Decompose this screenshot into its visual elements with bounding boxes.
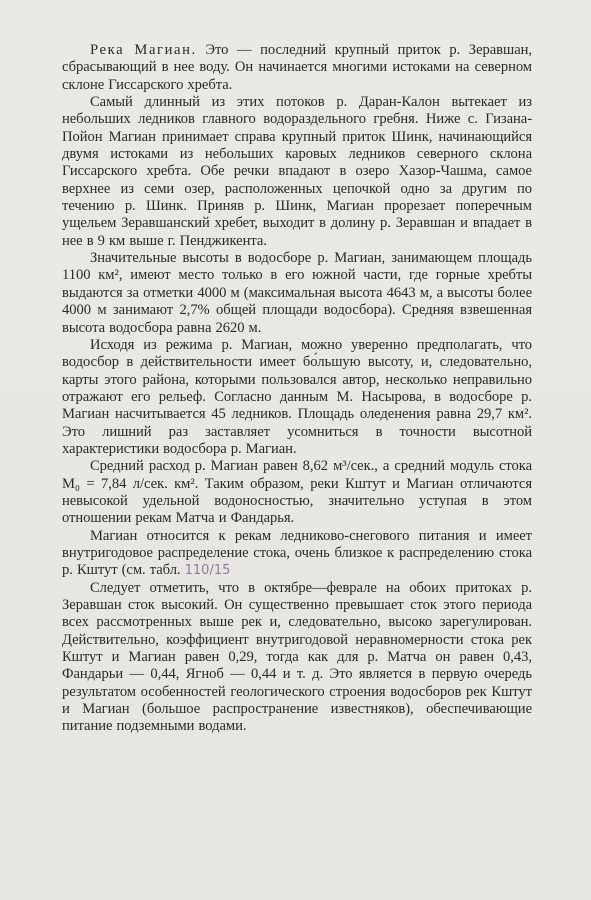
paragraph-4: Исходя из режима р. Магиан, можно уверенно предполагать, что водосбор в действительности имеет бо́льшую высоту, и, следовательно, карты этого района, которыми пользовался автор, несколько неправильно отражают его рельеф. Согласно данным М. Насырова, в водосборе р. Магиан насчитывается 45 ледников. Площадь оледенения равна 29,7 км². Это лишний раз заставляет усомниться в точности высотной характеристики водосбора р. Магиан. [62, 336, 532, 457]
body-text [62, 42, 532, 736]
paragraph-1-text: Это — последний крупный приток р. Зеравшан, сбрасывающий в нее воду. Он начинается многими истоками на северном склоне Гиссарского хребта. [62, 42, 532, 93]
paragraph-1 [62, 42, 532, 94]
river-heading: Река Магиан. [90, 42, 197, 58]
paragraph-3: Значительные высоты в водосборе р. Магиан, занимающем площадь 1100 км², имеют место только в его южной части, где горные хребты выдаются за отметки 4000 м (максимальная высота 4643 м, а высоты более 4000 м занимают 2,7% общей площади водосбора). Средняя взвешенная высота водосбора равна 2620 м. [62, 250, 532, 336]
paragraph-7: Следует отметить, что в октябре—феврале на обоих притоках р. Зеравшан сток высокий. Он существенно превышает сток этого периода всех рассмотренных выше рек и, следовательно, высоко зарегулирован. Действительно, коэффициент внутригодовой неравномерности стока рек Кштут и Магиан равен 0,29, тогда как для р. Матча он равен 0,43, Фандарьи — 0,44, Ягноб — 0,44 и т. д. Это является в первую очередь результатом особенностей геологического строения водосборов рек Кштут и Магиан (большое распространение известняков), обеспечивающие питание подземными водами. [62, 579, 532, 735]
handwritten-table-ref: 110/15 [184, 563, 231, 579]
paragraph-6 [62, 528, 532, 580]
paragraph-2: Самый длинный из этих потоков р. Даран-Калон вытекает из небольших ледников главного водораздельного гребня. Ниже с. Гизана-Пойон Магиан принимает справа крупный приток Шинк, начинающийся двумя истоками из небольших каровых ледников северного склона Гиссарского хребта. Обе речки впадают в озеро Хазор-Чашма, самое верхнее из семи озер, расположенных цепочкой одно за другим по течению р. Шинк. Приняв р. Шинк, Магиан прорезает поперечным ущельем Зеравшанский хребет, выходит в долину р. Зеравшан и впадает в нее в 9 км выше г. Пенджикента. [62, 94, 532, 249]
paragraph-6-text: Магиан относится к рекам ледниково-снегового питания и имеет внутригодовое распределение стока, очень близкое к распределению стока р. Кштут (см. табл. [62, 527, 532, 579]
paragraph-5: Средний расход р. Магиан равен 8,62 м³/сек., а средний модуль стока M₀ = 7,84 л/сек. км². Таким образом, реки Кштут и Магиан отличаются невысокой удельной водоносностью, значительно уступая в этом отношении рекам Матча и Фандарья. [62, 458, 532, 527]
